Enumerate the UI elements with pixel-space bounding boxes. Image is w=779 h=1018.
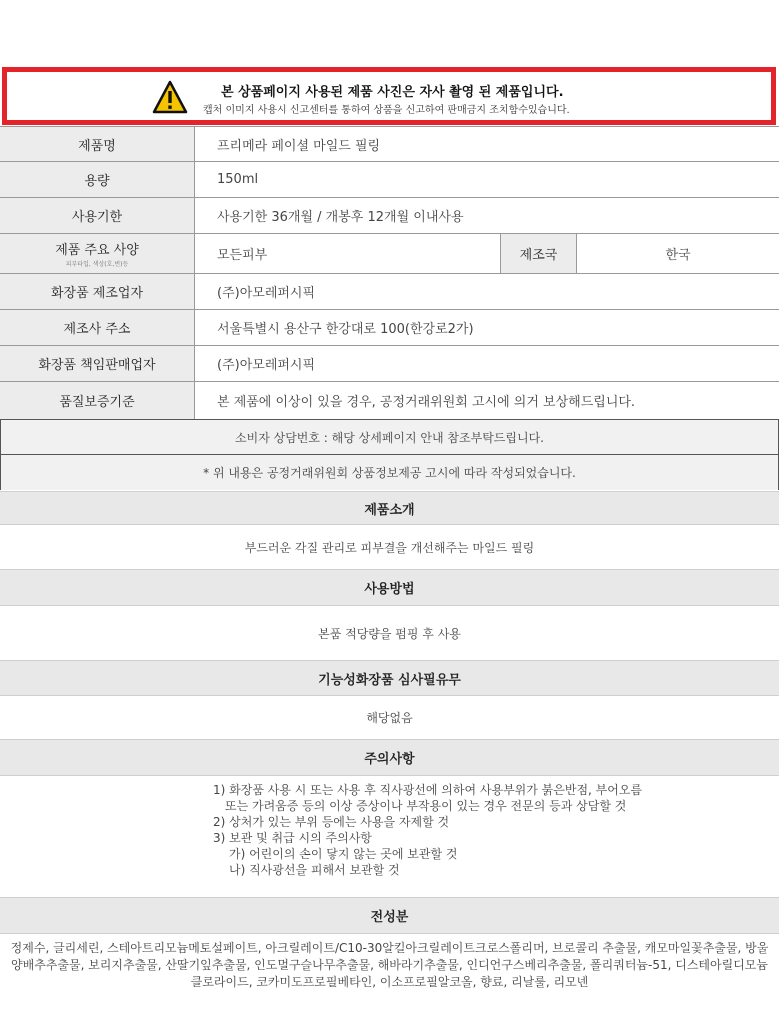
spec-row-address	[0, 310, 779, 346]
spec-label: 화장품 제조업자	[0, 274, 195, 309]
spec-value: 서울특별시 용산구 한강대로 100(한강로2가)	[217, 322, 474, 337]
ftc-disclaimer-text: * 위 내용은 공정거래위원회 상품정보제공 고시에 따라 작성되었습니다.	[1, 455, 778, 490]
section-title-ingredients: 전성분	[0, 897, 779, 934]
spec-value: 본 제품에 이상이 있을 경우, 공정거래위원회 고시에 의거 보상해드립니다.	[217, 395, 636, 410]
section-body-intro: 부드러운 각질 관리로 피부결을 개선해주는 마일드 필링	[244, 540, 535, 555]
section-title-usage: 사용방법	[0, 569, 779, 606]
country-label: 제조국	[500, 234, 577, 273]
notice-subtitle: 캡처 이미지 사용시 신고센터를 통하여 상품을 신고하여 판매금지 조치함수있습니다.	[203, 105, 570, 116]
spec-label: 제품명	[0, 127, 195, 161]
spec-label: 제조사 주소	[0, 310, 195, 345]
spec-label: 품질보증기준	[0, 382, 195, 419]
spec-label: 화장품 책임판매업자	[0, 346, 195, 381]
caution-line: 가) 어린이의 손이 닿지 않는 곳에 보관할 것	[229, 847, 458, 861]
spec-value: (주)아모레퍼시픽	[217, 286, 316, 301]
spec-value: (주)아모레퍼시픽	[217, 358, 316, 373]
consult-number-text: 소비자 상담번호 : 해당 상세페이지 안내 참조부탁드립니다.	[1, 420, 778, 455]
copyright-notice-banner	[2, 67, 776, 125]
caution-line: 2) 상처가 있는 부위 등에는 사용을 자제할 것	[213, 815, 450, 829]
section-title-caution: 주의사항	[0, 739, 779, 776]
section-body-functional: 해당없음	[366, 710, 413, 725]
spec-value: 150ml	[217, 172, 259, 187]
caution-list	[213, 782, 642, 878]
spec-row-product-name	[0, 126, 779, 162]
caution-line: 1) 화장품 사용 시 또는 사용 후 직사광선에 의하여 사용부위가 붉은반점, 부어오름	[213, 783, 643, 797]
notice-title: 본 상품페이지 사용된 제품 사진은 자사 촬영 된 제품입니다.	[221, 85, 564, 100]
spec-row-main-spec	[0, 234, 779, 274]
section-body-usage: 본품 적당량을 펌핑 후 사용	[318, 626, 461, 641]
spec-value: 모든피부	[217, 248, 268, 263]
spec-label-note: 피부타입, 색상(호,번)등	[65, 261, 129, 268]
caution-line: 나) 직사광선을 피해서 보관할 것	[229, 863, 400, 877]
spec-row-seller	[0, 346, 779, 382]
spec-value: 사용기한 36개월 / 개봉후 12개월 이내사용	[217, 210, 464, 225]
warning-triangle-icon	[152, 80, 188, 114]
spec-label-text: 제품 주요 사양	[55, 243, 139, 258]
section-title-functional: 기능성화장품 심사필유무	[0, 660, 779, 696]
spec-label: 용량	[0, 162, 195, 197]
spec-row-quality	[0, 382, 779, 419]
spec-row-expiry	[0, 198, 779, 234]
country-value: 한국	[665, 248, 691, 263]
spec-row-capacity	[0, 162, 779, 198]
ingredients-list: 정제수, 글리세린, 스테아트리모늄메토설페이트, 아크릴레이트/C10-30알킬아크릴레이트크로스폴리머, 브로콜리 추출물, 캐모마일꽃추출물, 방울양배추추출물, 보리지추출물, 산딸기잎추출물, 인도멀구슬나무추출물, 해바라기추출물, 인디언구스베리추출물, 폴리쿼터늄-51, 디스테아릴디모늄클로라이드, 코카미도프로필베타인, 이소프로필알코올, 향료, 리날룰, 리모넨	[10, 941, 769, 989]
caution-line: 또는 가려움증 등의 이상 증상이나 부작용이 있는 경우 전문의 등과 상담할 것	[225, 799, 627, 813]
caution-line: 3) 보관 및 취급 시의 주의사항	[213, 831, 372, 845]
spec-label	[0, 234, 195, 273]
section-title-intro: 제품소개	[0, 491, 779, 525]
spec-value: 프리메라 페이셜 마일드 필링	[217, 138, 381, 154]
spec-row-manufacturer	[0, 274, 779, 310]
spec-label: 사용기한	[0, 198, 195, 233]
consult-notice-box	[0, 419, 779, 490]
